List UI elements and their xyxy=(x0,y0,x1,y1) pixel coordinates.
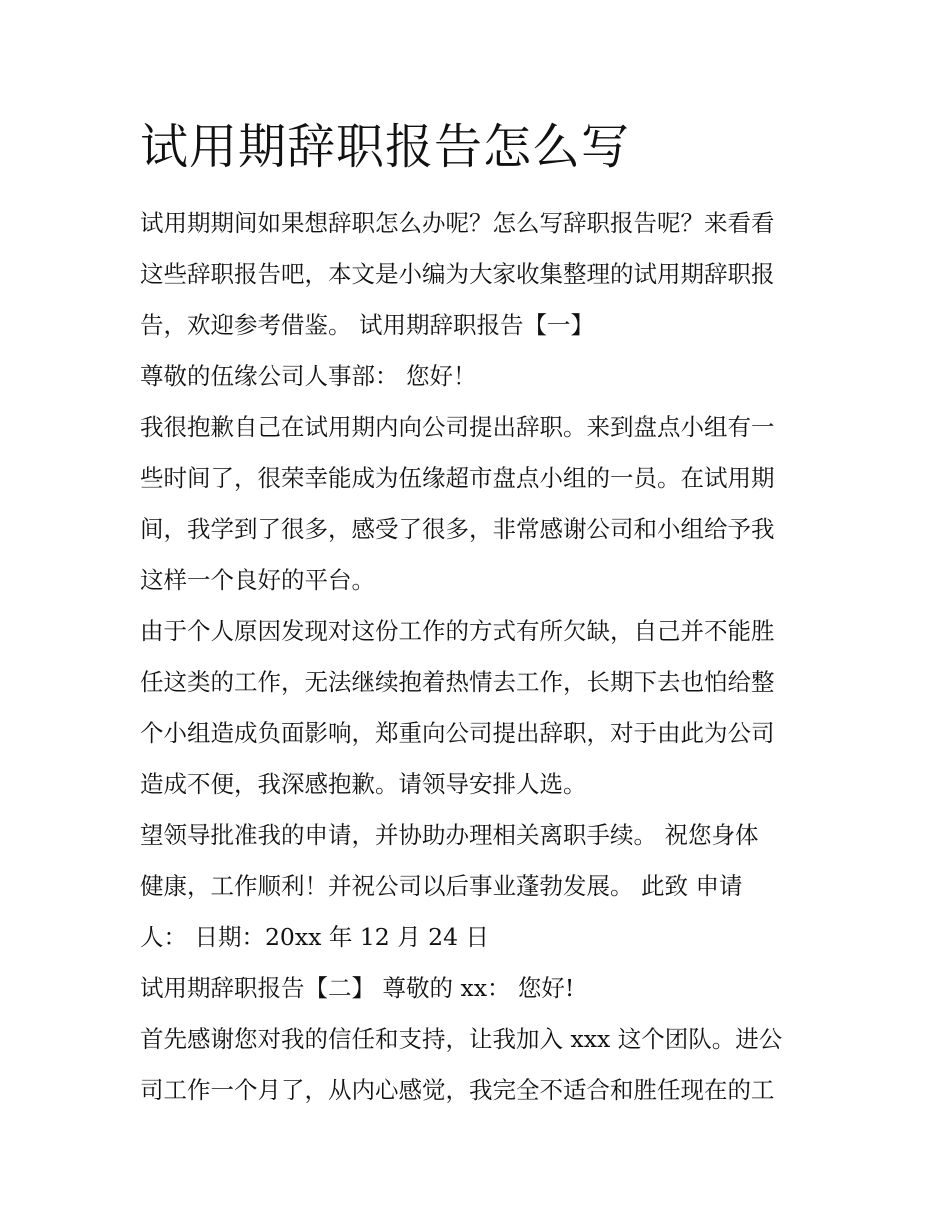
text-line: 健康，工作顺利！并祝公司以后事业蓬勃发展。 此致 申请 xyxy=(140,872,743,900)
text-line: 司工作一个月了，从内心感觉，我完全不适合和胜任现在的工 xyxy=(140,1076,775,1104)
page-title: 试用期辞职报告怎么写 xyxy=(140,119,631,175)
text-line: 间，我学到了很多，感受了很多，非常感谢公司和小组给予我 xyxy=(140,515,775,543)
text-line: 试用期辞职报告【二】 尊敬的 xx： 您好! xyxy=(140,974,575,1002)
text-line: 首先感谢您对我的信任和支持，让我加入 xxx 这个团队。进公 xyxy=(140,1025,783,1053)
text-line: 这些辞职报告吧，本文是小编为大家收集整理的试用期辞职报 xyxy=(140,260,775,288)
text-line: 这样一个良好的平台。 xyxy=(140,566,375,594)
text-line: 望领导批准我的申请，并协助办理相关离职手续。 祝您身体 xyxy=(140,821,759,849)
text-line: 人： 日期：20xx 年 12 月 24 日 xyxy=(140,923,490,951)
text-line: 由于个人原因发现对这份工作的方式有所欠缺，自己并不能胜 xyxy=(140,617,775,645)
text-line: 我很抱歉自己在试用期内向公司提出辞职。来到盘点小组有一 xyxy=(140,413,775,441)
text-line: 任这类的工作，无法继续抱着热情去工作，长期下去也怕给整 xyxy=(140,668,775,696)
text-line: 些时间了，很荣幸能成为伍缘超市盘点小组的一员。在试用期 xyxy=(140,464,775,492)
text-line: 告，欢迎参考借鉴。 试用期辞职报告【一】 xyxy=(140,311,594,339)
text-line: 个小组造成负面影响，郑重向公司提出辞职，对于由此为公司 xyxy=(140,719,775,747)
text-line: 尊敬的伍缘公司人事部： 您好！ xyxy=(140,362,477,390)
text-line: 试用期期间如果想辞职怎么办呢？怎么写辞职报告呢？来看看 xyxy=(140,209,775,237)
text-line: 造成不便，我深感抱歉。请领导安排人选。 xyxy=(140,770,587,798)
